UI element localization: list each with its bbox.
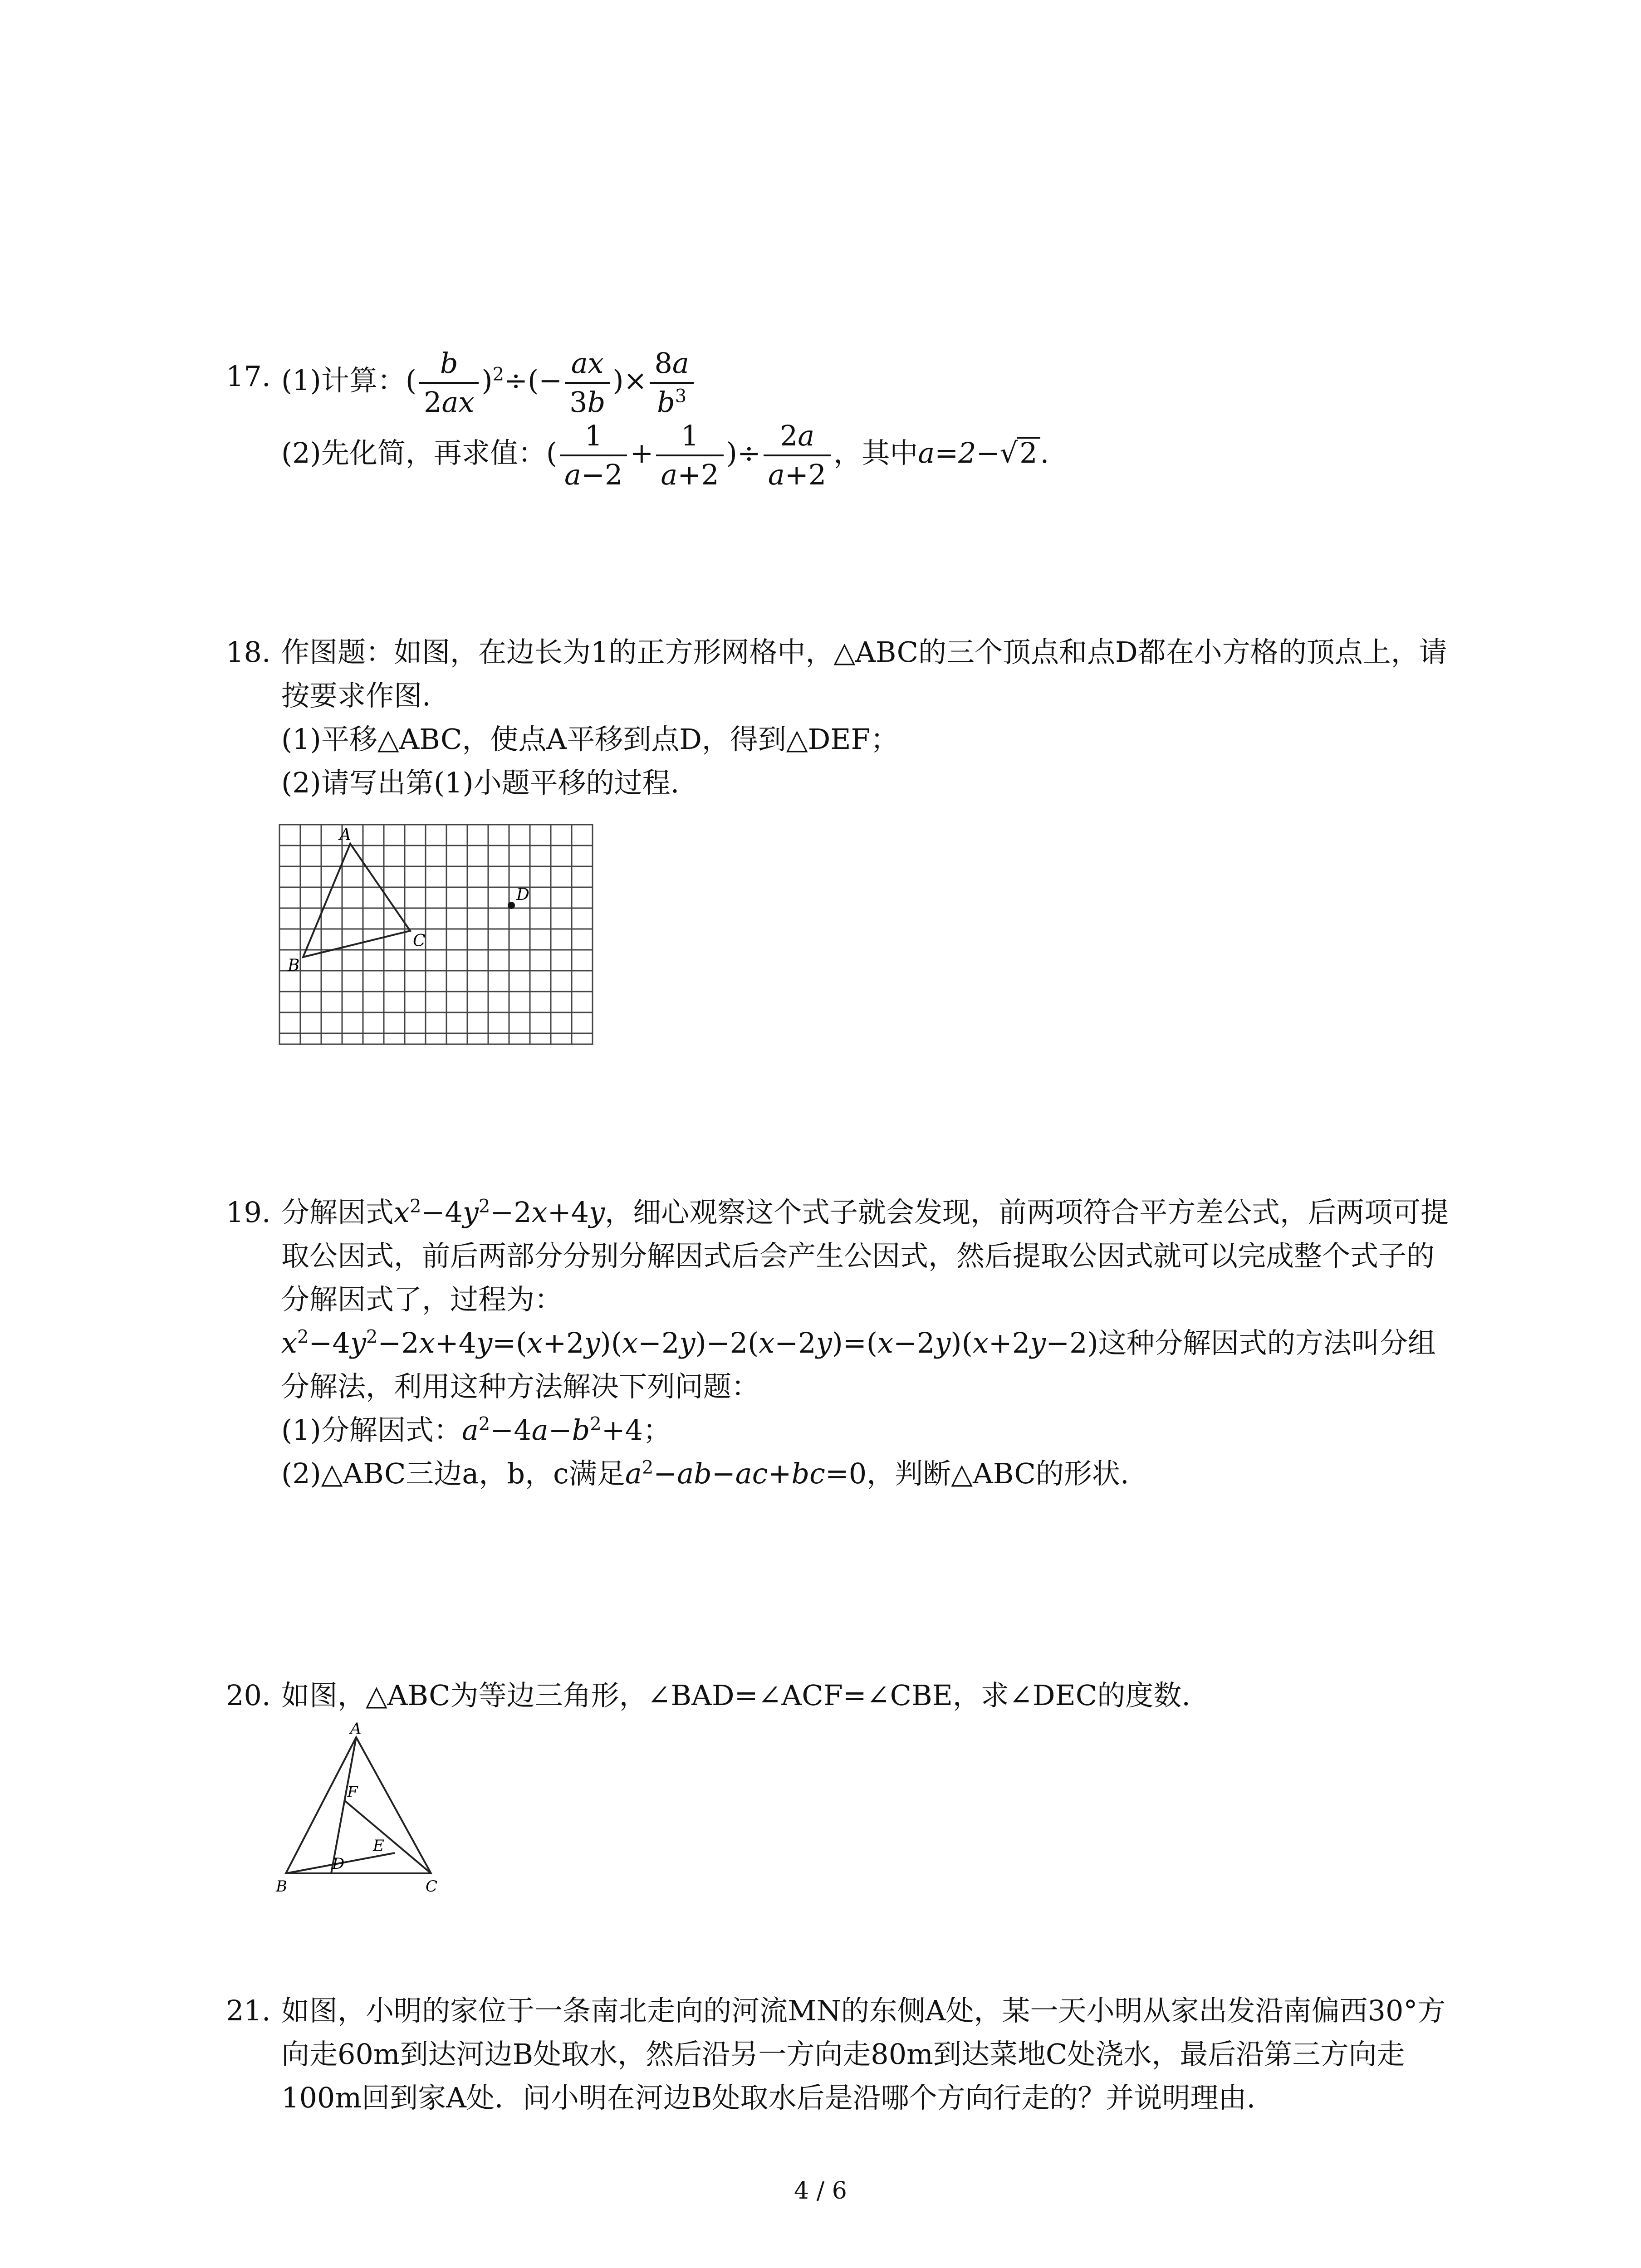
question-number: 20. [226,1679,271,1712]
label-b: B [276,1877,287,1896]
question-stem: 如图，小明的家位于一条南北走向的河流MN的东侧A处，某一天小明从家出发沿南偏西30°方向走60m到达河边B处取水，然后沿另一方向走80m到达菜地C处浇水，最后沿第三方向走100m回到家A处．问小明在河边B处取水后是沿哪个方向行走的？并说明理由. [281,1994,1446,2114]
label-e: E [373,1837,384,1855]
sub-question-1: (1)分解因式：$a^2-4a-b^2+4$； [281,1413,671,1447]
question-19 [226,1191,1451,1496]
question-number: 19. [226,1196,271,1229]
label-c: C [413,932,426,950]
question-17 [226,345,1451,491]
question-stem: 如图，△ABC为等边三角形，∠BAD=∠ACF=∠CBE，求∠DEC的度数. [281,1679,1190,1712]
question-stem: 分解因式$x^2-4y^2-2x+4y$，细心观察这个式子就会发现，前两项符合平方差公式，后两项可提取公因式，前后两部分分别分解因式后会产生公因式，然后提取公因式就可以完成整个式子的分解因式了，过程为： [281,1196,1449,1316]
label-d: D [332,1855,345,1873]
label-a: A [350,1720,362,1738]
label-a: A [339,826,351,844]
grid-figure [276,821,603,1052]
label-c: C [426,1877,438,1896]
question-stem: 作图题：如图，在边长为1的正方形网格中，△ABC的三个顶点和点D都在小方格的顶点上，请按要求作图. [281,635,1447,712]
question-number: 18. [226,635,271,669]
page-number: 4 / 6 [794,2177,847,2204]
sub-question-1: (1)平移△ABC，使点A平移到点D，得到△DEF； [281,723,899,756]
question-number: 21. [226,1994,271,2027]
sub-question-2: (2)△ABC三边a，b，c满足$a^2-ab-ac+bc=0$，判断△ABC的形状. [281,1457,1129,1490]
question-20 [226,1674,1451,1717]
triangle-figure [272,1719,454,1901]
triangle-abc [286,1737,431,1873]
worked-example: $x^2-4y^2-2x+4y=(x+2y)(x-2y)-2(x-2y)=(x-2y)(x+2y-2)$这种分解因式的方法叫分组分解法，利用这种方法解决下列问题： [281,1326,1436,1403]
question-18 [226,631,1451,805]
label-d: D [516,885,529,904]
point-d [508,902,515,909]
label-f: F [347,1783,358,1801]
triangle-abc [303,844,410,957]
calc-expression: (1)计算：( $\frac{b}{2ax}$ )$^2$÷(− $\frac{ax}{3b}$ )× $\frac{8a}{b^3}$ [281,364,696,397]
question-number: 17. [226,360,271,393]
segment-cf [345,1801,431,1873]
segment-ad [331,1737,356,1873]
question-21 [226,1989,1451,2120]
label-b: B [288,956,300,975]
sub-question-2: (2)请写出第(1)小题平移的过程. [281,766,680,799]
simplify-expression: (2)先化简，再求值：( $\frac{1}{a-2}$ + $\frac{1}{a+2}$ )÷ $\frac{2a}{a+2}$ ，其中a=2−√2. [281,436,1049,469]
